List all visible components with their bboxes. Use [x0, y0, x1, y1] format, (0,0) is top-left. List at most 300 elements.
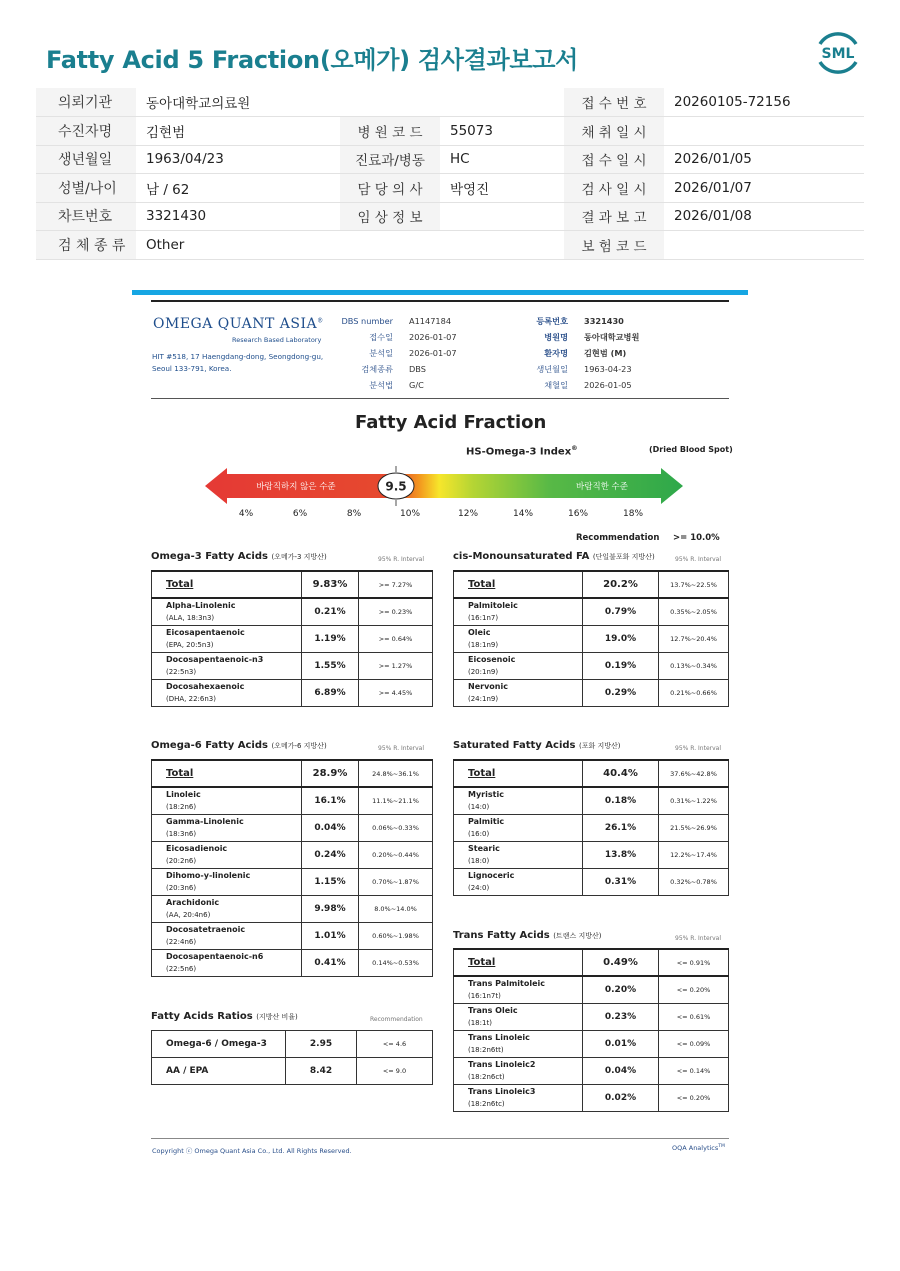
footer-rule — [151, 1138, 729, 1139]
table-row — [152, 1031, 433, 1058]
reference-range: <= 0.14% — [659, 1057, 729, 1084]
ratios-title — [151, 1011, 298, 1022]
fatty-acid-notation: (18:3n6) — [166, 829, 197, 838]
reference-range: >= 0.23% — [359, 598, 433, 625]
meta-right-value: 1963-04-23 — [584, 364, 632, 374]
gauge-tick-label: 12% — [457, 509, 479, 519]
cis-mono-title-text: cis-Monounsaturated FA — [453, 551, 590, 562]
fatty-acid-notation: (DHA, 22:6n3) — [166, 694, 216, 703]
fatty-acid-notation: (16:1n7t) — [468, 991, 501, 1000]
saturated-table — [453, 759, 729, 896]
fatty-acid-value: 16.1% — [302, 787, 359, 814]
fatty-acid-name — [454, 652, 583, 679]
trans-title-ko: (트랜스 지방산) — [553, 932, 602, 940]
info-label: 접 수 일 시 — [564, 145, 664, 174]
panel-mid-rule — [151, 398, 729, 399]
fatty-acid-value: 0.18% — [583, 787, 659, 814]
table-row — [454, 868, 729, 895]
reference-range: <= 0.91% — [659, 949, 729, 976]
reference-range: 0.60%~1.98% — [359, 922, 433, 949]
fatty-acid-name-text: Arachidonic — [166, 897, 220, 907]
fatty-acid-notation: (22:5n6) — [166, 964, 197, 973]
fatty-acid-name — [152, 679, 302, 706]
fatty-acid-value: 9.83% — [302, 571, 359, 598]
info-value: 2026/01/05 — [664, 145, 864, 174]
table-row — [454, 652, 729, 679]
fatty-acid-name-text: Trans Linoleic — [468, 1032, 530, 1042]
cis-mono-title-ko: (단일불포화 지방산) — [592, 553, 655, 561]
info-label: 병 원 코 드 — [340, 117, 440, 146]
info-row — [36, 231, 864, 260]
fatty-acid-notation: (20:1n9) — [468, 667, 499, 676]
info-value: 20260105-72156 — [664, 88, 864, 117]
fatty-acid-name — [454, 571, 583, 598]
fatty-acid-name-text: AA / EPA — [166, 1066, 209, 1076]
meta-right-label: 채혈일 — [544, 380, 568, 390]
undesirable-level-label: 바람직하지 않은 수준 — [256, 482, 336, 492]
fatty-acid-name — [454, 868, 583, 895]
table-row — [454, 598, 729, 625]
fatty-acid-name-text: Omega-6 / Omega-3 — [166, 1039, 267, 1049]
saturated-title-text: Saturated Fatty Acids — [453, 740, 576, 751]
fatty-acid-name — [152, 652, 302, 679]
patient-info-table — [36, 88, 864, 260]
reference-range: 0.31%~1.22% — [659, 787, 729, 814]
fatty-acid-name-text: Linoleic — [166, 789, 201, 799]
trans-interval-label: 95% R. Interval — [675, 935, 721, 942]
copyright-text: Copyright ⓒ Omega Quant Asia Co., Ltd. All Rights Reserved. — [152, 1147, 352, 1155]
table-row — [152, 949, 433, 976]
info-value: 3321430 — [136, 202, 340, 231]
fatty-acid-value: 0.02% — [583, 1084, 659, 1111]
fatty-acid-name-text: Gamma-Linolenic — [166, 816, 244, 826]
reference-range: 0.21%~0.66% — [659, 679, 729, 706]
gauge-tick-label: 6% — [292, 509, 308, 519]
reference-range: 0.06%~0.33% — [359, 814, 433, 841]
fatty-acid-name — [152, 598, 302, 625]
meta-left-value: 2026-01-07 — [409, 348, 457, 358]
fatty-acid-notation: (24:1n9) — [468, 694, 499, 703]
info-value: 박영진 — [440, 174, 564, 203]
fatty-acid-name-text: Docosapentaenoic-n6 — [166, 951, 264, 961]
table-row — [454, 1057, 729, 1084]
gauge-tick-label: 18% — [622, 509, 644, 519]
meta-left-label: 분석법 — [369, 380, 393, 390]
fatty-acid-value: 0.79% — [583, 598, 659, 625]
fatty-acid-name — [152, 814, 302, 841]
fatty-acid-name — [454, 598, 583, 625]
reference-range: 0.32%~0.78% — [659, 868, 729, 895]
info-row — [36, 117, 864, 146]
fatty-acid-name-text: Trans Oleic — [468, 1005, 518, 1015]
reference-range: 8.0%~14.0% — [359, 895, 433, 922]
omega3-index-title-text: HS-Omega-3 Index — [466, 446, 572, 458]
fatty-acid-name-text: Myristic — [468, 789, 504, 799]
reference-range: 0.13%~0.34% — [659, 652, 729, 679]
info-value: 55073 — [440, 117, 564, 146]
gauge-tick-label: 14% — [512, 509, 534, 519]
fatty-acid-notation: (18:2n6tt) — [468, 1045, 504, 1054]
fatty-acid-value: 0.01% — [583, 1030, 659, 1057]
reference-range: 12.7%~20.4% — [659, 625, 729, 652]
omega3-title-text: Omega-3 Fatty Acids — [151, 551, 268, 562]
fatty-acid-value: 0.21% — [302, 598, 359, 625]
trans-total-row — [454, 949, 729, 976]
table-row — [152, 841, 433, 868]
trans-title-text: Trans Fatty Acids — [453, 930, 550, 941]
table-row — [454, 814, 729, 841]
fatty-acid-notation: (18:2n6tc) — [468, 1099, 505, 1108]
report-title: Fatty Acid 5 Fraction(오메가) 검사결과보고서 — [46, 46, 579, 74]
info-row — [36, 88, 864, 117]
reference-range: 0.70%~1.87% — [359, 868, 433, 895]
info-label: 생년월일 — [36, 145, 136, 174]
sml-logo — [814, 30, 862, 76]
info-value: 남 / 62 — [136, 174, 340, 203]
reference-range: >= 4.45% — [359, 679, 433, 706]
cis-mono-total-row — [454, 571, 729, 598]
fatty-acid-name-text: Eicosadienoic — [166, 843, 228, 853]
meta-left-value: 2026-01-07 — [409, 332, 457, 342]
fatty-acid-name-text: Total — [468, 578, 496, 590]
accent-divider — [132, 290, 748, 295]
info-label: 채 취 일 시 — [564, 117, 664, 146]
fatty-acid-name — [454, 976, 583, 1003]
meta-right-label: 등록번호 — [536, 316, 568, 326]
table-row — [152, 598, 433, 625]
meta-left-value: G/C — [409, 380, 424, 390]
fatty-acid-name-text: Lignoceric — [468, 870, 515, 880]
info-label: 결 과 보 고 — [564, 202, 664, 231]
info-row — [36, 202, 864, 231]
fatty-acid-notation: (18:1n9) — [468, 640, 499, 649]
fatty-acid-name-text: Oleic — [468, 627, 491, 637]
fatty-acid-notation: (18:2n6) — [166, 802, 197, 811]
fatty-acid-name — [454, 1057, 583, 1084]
info-label: 검 사 일 시 — [564, 174, 664, 203]
fatty-acid-value: 0.19% — [583, 652, 659, 679]
fatty-acid-value: 40.4% — [583, 760, 659, 787]
omega6-title-text: Omega-6 Fatty Acids — [151, 740, 268, 751]
reference-range: 12.2%~17.4% — [659, 841, 729, 868]
table-row — [152, 625, 433, 652]
fatty-acid-notation: (22:4n6) — [166, 937, 197, 946]
fatty-acid-notation: (22:5n3) — [166, 667, 197, 676]
ratios-title-text: Fatty Acids Ratios — [151, 1011, 253, 1022]
ratios-title-ko: (지방산 비율) — [256, 1013, 298, 1021]
fatty-acid-name-text: Total — [166, 578, 194, 590]
fatty-acid-value: 6.89% — [302, 679, 359, 706]
fatty-acid-notation: (20:2n6) — [166, 856, 197, 865]
gauge-tick-label: 16% — [567, 509, 589, 519]
fatty-acid-name — [152, 868, 302, 895]
table-row — [152, 679, 433, 706]
table-row — [152, 787, 433, 814]
recommendation-value: >= 10.0% — [673, 533, 720, 543]
info-value: 김현범 — [136, 117, 340, 146]
info-label: 수진자명 — [36, 117, 136, 146]
table-row — [152, 922, 433, 949]
fatty-acid-name-text: Trans Linoleic3 — [468, 1086, 536, 1096]
fraction-title: Fatty Acid Fraction — [355, 412, 547, 433]
gauge-tick-label: 4% — [238, 509, 254, 519]
analytics-brand — [672, 1144, 725, 1152]
fatty-acid-name — [454, 625, 583, 652]
gauge-marker — [378, 466, 414, 506]
table-row — [454, 679, 729, 706]
fatty-acid-value: 26.1% — [583, 814, 659, 841]
reference-range: <= 9.0 — [357, 1058, 433, 1085]
registered-mark: ® — [571, 444, 578, 452]
fatty-acid-value: 1.01% — [302, 922, 359, 949]
reference-range: <= 0.20% — [659, 976, 729, 1003]
reference-range: >= 0.64% — [359, 625, 433, 652]
meta-left-label: 검체종류 — [361, 364, 393, 374]
trademark-mark: TM — [718, 1144, 725, 1149]
fatty-acid-name — [454, 1003, 583, 1030]
reference-range: <= 0.09% — [659, 1030, 729, 1057]
omega3-title-ko: (오메가-3 지방산) — [271, 553, 327, 561]
meta-right-value: 2026-01-05 — [584, 380, 632, 390]
info-label: 담 당 의 사 — [340, 174, 440, 203]
info-value: HC — [440, 145, 564, 174]
fatty-acid-value: 1.19% — [302, 625, 359, 652]
fatty-acid-value: 0.04% — [302, 814, 359, 841]
fatty-acid-name — [152, 1058, 286, 1085]
fatty-acid-value: 1.15% — [302, 868, 359, 895]
gauge-tick-label: 10% — [399, 509, 421, 519]
fatty-acid-notation: (EPA, 20:5n3) — [166, 640, 214, 649]
info-label: 의뢰기관 — [36, 88, 136, 117]
meta-left-value: DBS — [409, 364, 426, 374]
meta-right-label: 환자명 — [544, 348, 568, 358]
omega3-index-title — [466, 444, 578, 457]
fatty-acid-name-text: Alpha-Linolenic — [166, 600, 236, 610]
omega6-total-row — [152, 760, 433, 787]
fatty-acid-notation: (20:3n6) — [166, 883, 197, 892]
fatty-acid-notation: (16:1n7) — [468, 613, 499, 622]
fatty-acid-name — [152, 841, 302, 868]
omega3-total-row — [152, 571, 433, 598]
trans-table — [453, 948, 729, 1112]
fatty-acid-notation: (AA, 20:4n6) — [166, 910, 211, 919]
omega3-index-gauge — [205, 464, 683, 508]
info-value: 2026/01/08 — [664, 202, 864, 231]
fatty-acid-value: 0.49% — [583, 949, 659, 976]
fatty-acid-notation: (14:0) — [468, 802, 490, 811]
omega3-interval-label: 95% R. Interval — [378, 556, 424, 563]
reference-range: <= 4.6 — [357, 1031, 433, 1058]
fatty-acid-notation: (16:0) — [468, 829, 490, 838]
lab-address-line1: HIT #518, 17 Haengdang-dong, Seongdong-gu, — [152, 352, 324, 361]
fatty-acid-name — [152, 949, 302, 976]
meta-right-label: 병원명 — [544, 332, 568, 342]
saturated-total-row — [454, 760, 729, 787]
fatty-acid-name-text: Trans Linoleic2 — [468, 1059, 536, 1069]
fatty-acid-name — [454, 1084, 583, 1111]
fatty-acid-value: 0.23% — [583, 1003, 659, 1030]
barcode-image — [153, 378, 263, 395]
saturated-interval-label: 95% R. Interval — [675, 745, 721, 752]
reference-range: 0.35%~2.05% — [659, 598, 729, 625]
omega3-title — [151, 551, 327, 562]
info-value: 동아대학교의료원 — [136, 88, 340, 117]
meta-right-label: 생년월일 — [536, 364, 568, 374]
reference-range: 24.8%~36.1% — [359, 760, 433, 787]
saturated-title — [453, 740, 620, 751]
table-row — [454, 787, 729, 814]
omega6-title — [151, 740, 327, 751]
info-label: 검 체 종 류 — [36, 231, 136, 260]
cis-mono-title — [453, 551, 655, 562]
info-row — [36, 145, 864, 174]
info-label — [340, 231, 440, 260]
fatty-acid-name-text: Docosapentaenoic-n3 — [166, 654, 264, 664]
reference-range: 21.5%~26.9% — [659, 814, 729, 841]
fatty-acid-value: 2.95 — [286, 1031, 357, 1058]
omega6-title-ko: (오메가-6 지방산) — [271, 742, 327, 750]
cis-mono-table — [453, 570, 729, 707]
fatty-acid-name-text: Total — [468, 767, 496, 779]
analytics-brand-text: OQA Analytics — [672, 1144, 719, 1153]
fatty-acid-value: 13.8% — [583, 841, 659, 868]
fatty-acid-value: 20.2% — [583, 571, 659, 598]
info-label: 진료과/병동 — [340, 145, 440, 174]
reference-range: 0.14%~0.53% — [359, 949, 433, 976]
ratios-table — [151, 1030, 433, 1085]
table-row — [152, 868, 433, 895]
info-value: 2026/01/07 — [664, 174, 864, 203]
fatty-acid-name — [152, 760, 302, 787]
table-row — [152, 1058, 433, 1085]
meta-left-label: DBS number — [341, 316, 393, 326]
fatty-acid-name-text: Palmitoleic — [468, 600, 518, 610]
fatty-acid-value: 8.42 — [286, 1058, 357, 1085]
fatty-acid-notation: (18:2n6ct) — [468, 1072, 505, 1081]
sample-type-note: (Dried Blood Spot) — [649, 445, 733, 454]
fatty-acid-name — [454, 814, 583, 841]
fatty-acid-name — [152, 571, 302, 598]
fatty-acid-notation: (18:0) — [468, 856, 490, 865]
trans-title — [453, 930, 601, 941]
table-row — [454, 1084, 729, 1111]
reference-range: 13.7%~22.5% — [659, 571, 729, 598]
fatty-acid-name — [454, 949, 583, 976]
table-row — [454, 976, 729, 1003]
info-value — [440, 231, 564, 260]
reference-range: >= 1.27% — [359, 652, 433, 679]
fatty-acid-name — [152, 1031, 286, 1058]
info-value — [440, 88, 564, 117]
fatty-acid-value: 0.04% — [583, 1057, 659, 1084]
fatty-acid-name-text: Dihomo-y-linolenic — [166, 870, 251, 880]
fatty-acid-name — [454, 760, 583, 787]
omega6-interval-label: 95% R. Interval — [378, 745, 424, 752]
meta-left-label: 접수일 — [369, 332, 393, 342]
lab-name-text: OMEGA QUANT ASIA — [153, 316, 318, 332]
meta-left-value: A1147184 — [409, 316, 452, 326]
info-value — [664, 117, 864, 146]
reference-range: <= 0.61% — [659, 1003, 729, 1030]
panel-top-rule — [151, 300, 729, 302]
fatty-acid-value: 9.98% — [302, 895, 359, 922]
reference-range: <= 0.20% — [659, 1084, 729, 1111]
fatty-acid-value: 0.24% — [302, 841, 359, 868]
info-value: Other — [136, 231, 340, 260]
table-row — [454, 1030, 729, 1057]
recommendation-label: Recommendation — [576, 533, 660, 543]
fatty-acid-name — [454, 787, 583, 814]
fatty-acid-name — [454, 1030, 583, 1057]
info-label — [340, 88, 440, 117]
saturated-title-ko: (포화 지방산) — [578, 742, 621, 750]
reference-range: 0.20%~0.44% — [359, 841, 433, 868]
fatty-acid-value: 0.29% — [583, 679, 659, 706]
info-row — [36, 174, 864, 203]
fatty-acid-name — [454, 679, 583, 706]
info-label: 성별/나이 — [36, 174, 136, 203]
fatty-acid-name-text: Docosatetraenoic — [166, 924, 246, 934]
omega6-table — [151, 759, 433, 977]
cis-mono-interval-label: 95% R. Interval — [675, 556, 721, 563]
fatty-acid-value: 28.9% — [302, 760, 359, 787]
fatty-acid-value: 0.20% — [583, 976, 659, 1003]
fatty-acid-value: 19.0% — [583, 625, 659, 652]
fatty-acid-name-text: Total — [166, 767, 194, 779]
fatty-acid-name — [152, 787, 302, 814]
fatty-acid-name-text: Total — [468, 956, 496, 968]
fatty-acid-value: 0.41% — [302, 949, 359, 976]
logo-text: SML — [821, 46, 855, 62]
table-row — [454, 1003, 729, 1030]
table-row — [152, 652, 433, 679]
meta-right-value: 동아대학교병원 — [584, 332, 640, 342]
info-label: 차트번호 — [36, 202, 136, 231]
fatty-acid-name-text: Palmitic — [468, 816, 505, 826]
lab-name: OMEGA QUANT ASIA® — [153, 316, 324, 332]
meta-right-value: 김현범 (M) — [584, 348, 627, 358]
meta-left-label: 분석일 — [369, 348, 393, 358]
fatty-acid-name-text: Trans Palmitoleic — [468, 978, 546, 988]
fatty-acid-name-text: Eicosenoic — [468, 654, 516, 664]
reference-range: >= 7.27% — [359, 571, 433, 598]
fatty-acid-notation: (24:0) — [468, 883, 490, 892]
info-value: 1963/04/23 — [136, 145, 340, 174]
info-label: 보 험 코 드 — [564, 231, 664, 260]
fatty-acid-name — [152, 625, 302, 652]
fatty-acid-name — [454, 841, 583, 868]
fatty-acid-value: 0.31% — [583, 868, 659, 895]
fatty-acid-name — [152, 895, 302, 922]
table-row — [454, 841, 729, 868]
fatty-acid-notation: (ALA, 18:3n3) — [166, 613, 215, 622]
fatty-acid-name-text: Nervonic — [468, 681, 508, 691]
lab-tagline: Research Based Laboratory — [232, 336, 322, 344]
fatty-acid-name-text: Docosahexaenoic — [166, 681, 245, 691]
gauge-tick-label: 8% — [346, 509, 362, 519]
lab-address-line2: Seoul 133-791, Korea. — [152, 364, 232, 373]
info-label: 접 수 번 호 — [564, 88, 664, 117]
ratios-interval-label: Recommendation — [370, 1016, 423, 1023]
omega3-table — [151, 570, 433, 707]
fatty-acid-name-text: Stearic — [468, 843, 500, 853]
reference-range: 37.6%~42.8% — [659, 760, 729, 787]
meta-right-value: 3321430 — [584, 316, 624, 326]
fatty-acid-name-text: Eicosapentaenoic — [166, 627, 245, 637]
desirable-level-label: 바람직한 수준 — [576, 482, 628, 492]
table-row — [454, 625, 729, 652]
table-row — [152, 895, 433, 922]
